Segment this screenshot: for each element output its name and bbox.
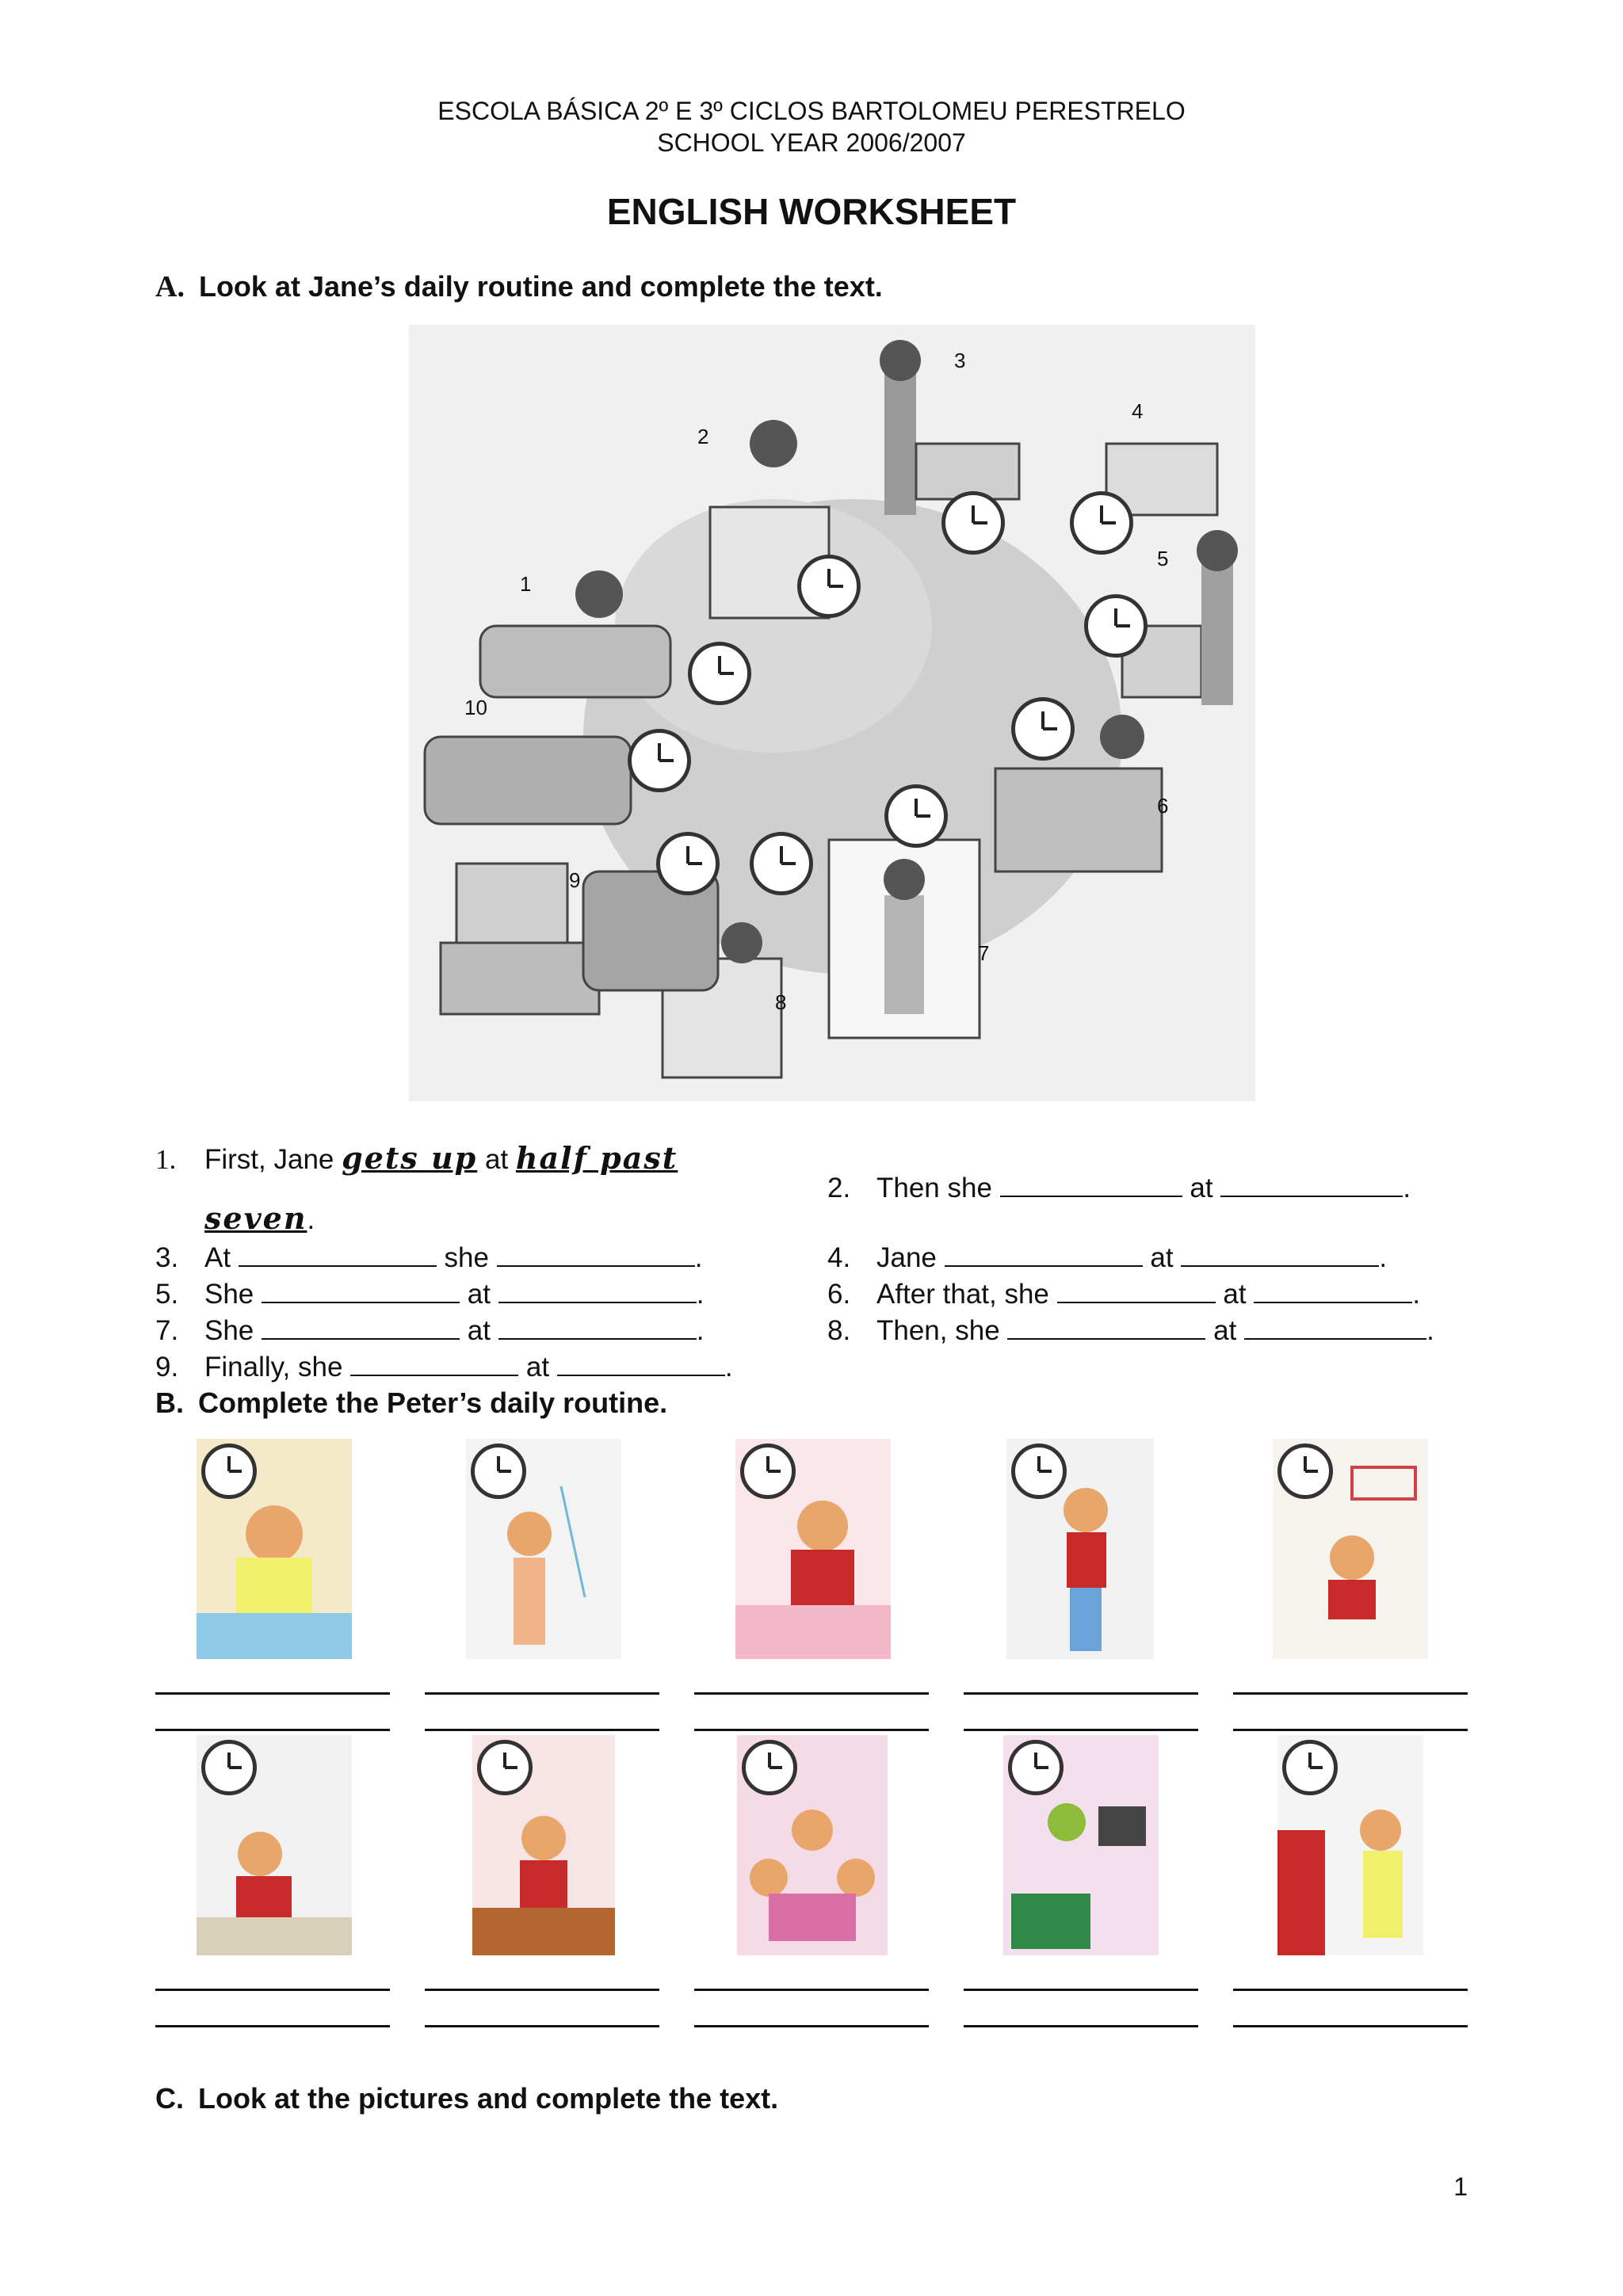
answer-line[interactable] [155,1692,390,1695]
answer-line[interactable] [694,1692,929,1695]
picture-label: 8 [775,990,787,1014]
peter-homework-picture [472,1735,615,1955]
peter-goes-to-school-picture [1006,1439,1154,1659]
answer-blank[interactable] [1244,1314,1426,1340]
answer-line[interactable] [694,1729,929,1731]
school-name: ESCOLA BÁSICA 2º E 3º CICLOS BARTOLOMEU PERESTRELO [437,97,1186,125]
answer-seven: seven [204,1200,307,1236]
answer-line[interactable] [1233,1989,1468,1991]
answer-line[interactable] [425,1729,659,1731]
clock-icon [1070,491,1133,555]
answer-line[interactable] [1233,1729,1468,1731]
page-number: 1 [1453,2172,1468,2201]
clock-icon [628,729,691,792]
picture-label: 3 [954,349,966,372]
answer-gets-up: gets up [342,1140,478,1176]
picture-label: 2 [697,425,709,448]
peter-lunch-picture [1273,1439,1428,1659]
question-8: 8. Then, she at . [827,1315,1434,1346]
clock-icon [1011,697,1075,761]
answer-blank[interactable] [1057,1278,1216,1303]
answer-line[interactable] [694,2025,929,2027]
answer-blank[interactable] [945,1241,1143,1267]
question-7: 7. She at . [155,1315,705,1346]
clock-icon [471,1444,526,1499]
peter-breakfast-picture [735,1439,891,1659]
answer-line[interactable] [425,1989,659,1991]
peter-wakes-up-picture [197,1439,352,1659]
section-c-heading [155,2082,778,2115]
clock-icon [1008,1740,1064,1795]
answer-blank[interactable] [497,1241,695,1267]
answer-line[interactable] [425,1692,659,1695]
clock-icon [201,1740,257,1795]
clock-icon [201,1444,257,1499]
clock-icon [477,1740,533,1795]
peter-shower-picture [466,1439,621,1659]
answer-blank[interactable] [498,1278,697,1303]
section-b-instruction: Complete the Peter’s daily routine. [198,1386,668,1419]
question-5: 5. She at . [155,1279,705,1310]
clock-icon [1084,594,1148,658]
clock-icon [656,832,720,895]
section-a-heading [155,269,883,304]
answer-blank[interactable] [498,1314,697,1340]
section-a-letter: A. [155,270,185,303]
answer-blank[interactable] [239,1241,437,1267]
section-c-letter: C. [155,2082,184,2115]
school-year: SCHOOL YEAR 2006/2007 [657,128,966,157]
answer-line[interactable] [964,2025,1198,2027]
question-1: 1. First, Jane gets up at half past [155,1140,678,1176]
answer-blank[interactable] [557,1351,725,1376]
section-c-instruction: Look at the pictures and complete the text. [198,2082,779,2115]
answer-blank[interactable] [1220,1172,1403,1197]
clock-icon [688,642,751,705]
clock-icon [884,784,948,848]
answer-blank[interactable] [350,1351,518,1376]
picture-label: 10 [464,696,487,719]
picture-label: 5 [1157,547,1169,570]
clock-icon [1011,1444,1067,1499]
peter-watches-tv-picture [1003,1735,1159,1955]
answer-line[interactable] [155,1729,390,1731]
question-6: 6. After that, she at . [827,1279,1421,1310]
answer-blank[interactable] [1254,1278,1412,1303]
answer-blank[interactable] [1000,1172,1182,1197]
section-a-instruction: Look at Jane’s daily routine and complete the text. [198,270,883,303]
answer-blank[interactable] [262,1314,460,1340]
clock-icon [797,555,861,618]
answer-line[interactable] [964,1989,1198,1991]
answer-line[interactable] [425,2025,659,2027]
question-3: 3. At she . [155,1242,703,1273]
clock-icon [1277,1444,1333,1499]
clock-icon [742,1740,797,1795]
picture-label: 1 [520,572,532,596]
picture-label: 7 [978,941,990,965]
section-b-letter: B. [155,1386,184,1419]
question-1-continued: seven. [204,1200,315,1236]
section-b-heading [155,1386,667,1420]
answer-blank[interactable] [262,1278,460,1303]
picture-label: 6 [1157,794,1169,818]
answer-line[interactable] [1233,2025,1468,2027]
answer-line[interactable] [155,2025,390,2027]
jane-routine-illustration [409,325,1255,1101]
clock-icon [941,491,1005,555]
clock-icon [740,1444,796,1499]
peter-dinner-picture [737,1735,888,1955]
peter-goes-to-bed-picture [1277,1735,1423,1955]
answer-blank[interactable] [1181,1241,1379,1267]
question-9: 9. Finally, she at . [155,1352,733,1383]
answer-line[interactable] [694,1989,929,1991]
picture-label: 4 [1132,399,1144,423]
clock-icon [750,832,813,895]
peter-at-school-picture [197,1735,352,1955]
routine-scene-drawing [409,325,1255,1101]
page-title: ENGLISH WORKSHEET [606,191,1017,232]
picture-label: 9 [569,868,581,892]
answer-line[interactable] [155,1989,390,1991]
answer-half-past: half past [515,1140,678,1176]
answer-line[interactable] [964,1692,1198,1695]
answer-line[interactable] [1233,1692,1468,1695]
answer-line[interactable] [964,1729,1198,1731]
answer-blank[interactable] [1007,1314,1205,1340]
question-2: 2. Then she at . [827,1173,1411,1203]
question-4: 4. Jane at . [827,1242,1388,1273]
clock-icon [1282,1740,1338,1795]
